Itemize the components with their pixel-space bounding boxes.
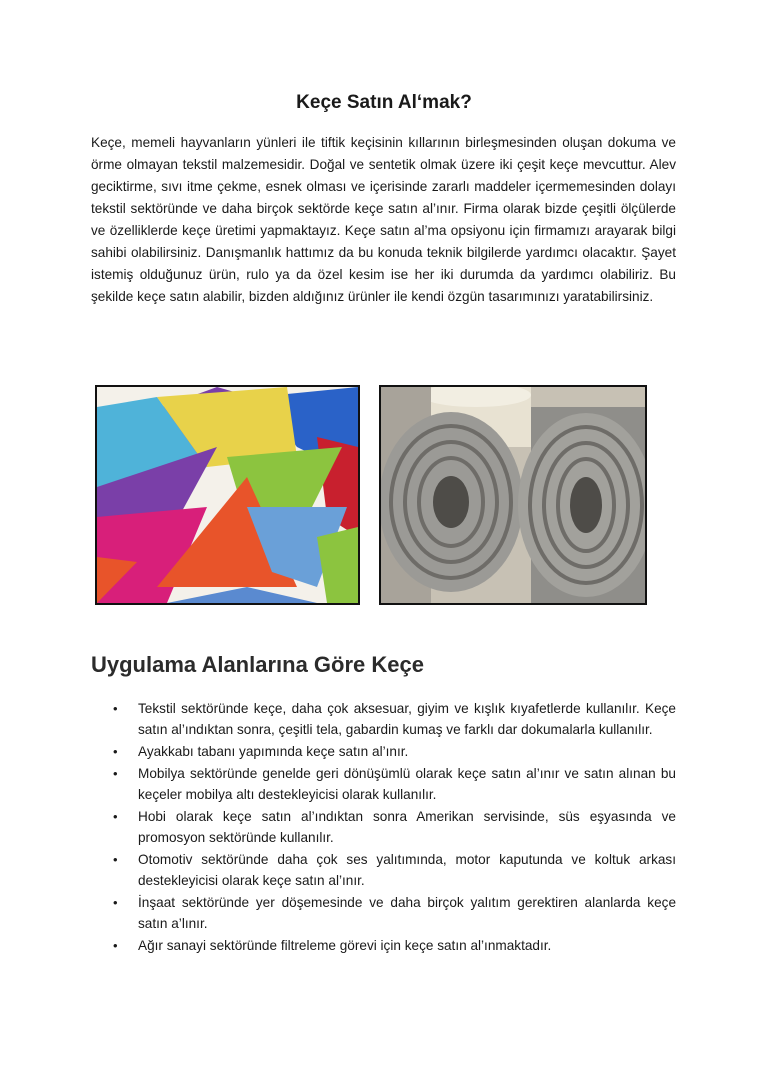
page-title: Keçe Satın Al‘mak? <box>296 92 472 113</box>
bullet-icon: • <box>113 852 118 867</box>
bullet-icon: • <box>113 809 118 824</box>
list-item <box>91 935 676 956</box>
bullet-list <box>91 698 676 957</box>
list-item-text: Ağır sanayi sektöründe filtreleme görevi için keçe satın al’ınmaktadır. <box>138 938 552 953</box>
colored-felt-triangles-photo <box>95 385 360 605</box>
list-item <box>91 849 676 891</box>
grey-felt-rolls-photo <box>379 385 647 605</box>
intro-paragraph: Keçe, memeli hayvanların yünleri ile tiftik keçisinin kıllarının birleşmesinden oluşan dokuma ve örme olmayan tekstil malzemesidir. Doğal ve sentetik olmak üzere iki çeşit keçe mevcuttur. Alev geciktirme, sıvı itme çekme, esnek olması ve içerisinde zararlı maddeler içermemesinden dolayı tekstil sektöründe ve daha birçok sektörde keçe satın al’ınır. Firma olarak bizde çeşitli ölçülerde ve özelliklerde keçe üretimi yapmaktayız. Keçe satın al’ma opsiyonu için firmamızı arayarak bilgi sahibi olabilirsiniz. Danışmanlık hattımız da bu konuda teknik bilgilerde yardımcı olacaktır. Şayet istemiş olduğunuz ürün, rulo ya da özel kesim ise her iki durumda da yardımcı olabiliriz. Bu şekilde keçe satın alabilir, bizden aldığınız ürünler ile kendi özgün tasarımınızı yaratabilirsiniz. <box>91 135 676 304</box>
list-item <box>91 741 676 762</box>
list-item-text: İnşaat sektöründe yer döşemesinde ve daha birçok yalıtım gerektiren alanlarda keçe satın a’lınır. <box>138 895 676 931</box>
list-item <box>91 763 676 805</box>
bullet-icon: • <box>113 744 118 759</box>
list-item <box>91 892 676 934</box>
list-item-text: Mobilya sektöründe genelde geri dönüşümlü olarak keçe satın al’ınır ve satın alınan bu keçeler mobilya altı destekleyicisi olarak kullanılır. <box>138 766 676 802</box>
section-heading: Uygulama Alanlarına Göre Keçe <box>91 652 424 677</box>
list-item-text: Hobi olarak keçe satın al’ındıktan sonra Amerikan servisinde, süs eşyasında ve promosyon sektöründe kullanılır. <box>138 809 676 845</box>
list-item-text: Tekstil sektöründe keçe, daha çok aksesuar, giyim ve kışlık kıyafetlerde kullanılır. Keçe satın al’ındıktan sonra, çeşitli tela, gabardin kumaş ve farklı dar dokumalarla kullanılır. <box>138 701 676 737</box>
list-item <box>91 698 676 740</box>
bullet-icon: • <box>113 938 118 953</box>
bullet-icon: • <box>113 701 118 716</box>
list-item-text: Ayakkabı tabanı yapımında keçe satın al’ınır. <box>138 744 409 759</box>
list-item-text: Otomotiv sektöründe daha çok ses yalıtımında, motor kaputunda ve koltuk arkası destekleyicisi olarak keçe satın al’ınır. <box>138 852 676 888</box>
bullet-icon: • <box>113 766 118 781</box>
list-item <box>91 806 676 848</box>
bullet-icon: • <box>113 895 118 910</box>
